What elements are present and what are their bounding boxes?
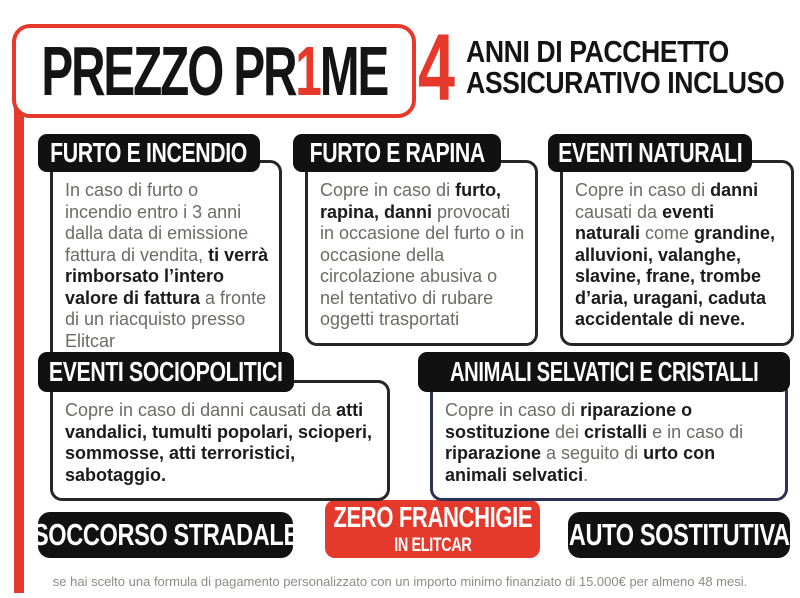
tagline-line1: ANNI DI PACCHETTO — [466, 34, 729, 69]
title-part2: ME — [319, 32, 387, 110]
card-body-text: Copre in caso di danni causati da eventi naturali come grandine, alluvioni, valanghe, slavine, frane, trombe d’aria, uragani, caduta accidentale di neve. — [560, 160, 794, 346]
card-furto-incendio — [38, 134, 282, 367]
title-part1: PREZZO PR — [41, 32, 296, 110]
card-title-badge — [38, 134, 260, 172]
card-title: EVENTI NATURALI — [557, 137, 743, 168]
card-title: FURTO E INCENDIO — [50, 137, 248, 168]
card-eventi-sociopolitici — [38, 352, 390, 501]
replacement-car-label: AUTO SOSTITUTIVA — [568, 517, 790, 552]
zero-deductible-line2: IN ELITCAR — [393, 534, 472, 556]
roadside-assistance-badge — [32, 512, 299, 558]
card-body-text: Copre in caso di riparazione o sostituzione dei cristalli e in caso di riparazione a seguito di urto con animali selvatici. — [430, 380, 788, 501]
zero-deductible-line1: ZERO FRANCHIGIE — [333, 501, 532, 534]
package-tagline — [466, 36, 784, 98]
red-accent-line — [14, 106, 24, 593]
card-eventi-naturali — [548, 134, 794, 346]
card-furto-rapina — [293, 134, 538, 346]
title-box — [12, 24, 416, 118]
card-title-badge — [38, 352, 294, 392]
card-title-badge — [293, 134, 501, 172]
tagline-line2: ASSICURATIVO INCLUSO — [466, 65, 785, 100]
card-title: ANIMALI SELVATICI E CRISTALLI — [449, 356, 759, 387]
title-accent-digit: 1 — [295, 32, 320, 110]
card-title-badge — [418, 352, 790, 392]
years-count: 4 — [418, 15, 455, 121]
card-title: EVENTI SOCIOPOLITICI — [49, 356, 283, 387]
card-body-text: Copre in caso di furto, rapina, danni provocati in occasione del furto o in occasione della circolazione abusiva o nel tentativo di rubare oggetti trasportati — [305, 160, 538, 346]
card-title: FURTO E RAPINA — [309, 137, 485, 168]
card-body-text: In caso di furto o incendio entro i 3 anni dalla data di emissione fattura di vendita, ti verrà rimborsato l’intero valore di fattura a fronte di un riacquisto presso Elitcar — [50, 160, 282, 367]
card-body-text: Copre in caso di danni causati da atti vandalici, tumulti popolari, scioperi, sommosse, atti terroristici, sabotaggio. — [50, 380, 390, 501]
poster-title — [41, 31, 387, 111]
footnote-text: se hai scelto una formula di pagamento personalizzato con un importo minimo finanziato di 15.000€ per almeno 48 mesi. — [52, 574, 748, 589]
replacement-car-badge — [568, 512, 790, 558]
roadside-assistance-label: SOCCORSO STRADALE — [32, 517, 299, 552]
card-animali-cristalli — [418, 352, 790, 501]
card-title-badge — [548, 134, 752, 172]
zero-deductible-badge — [325, 500, 540, 558]
